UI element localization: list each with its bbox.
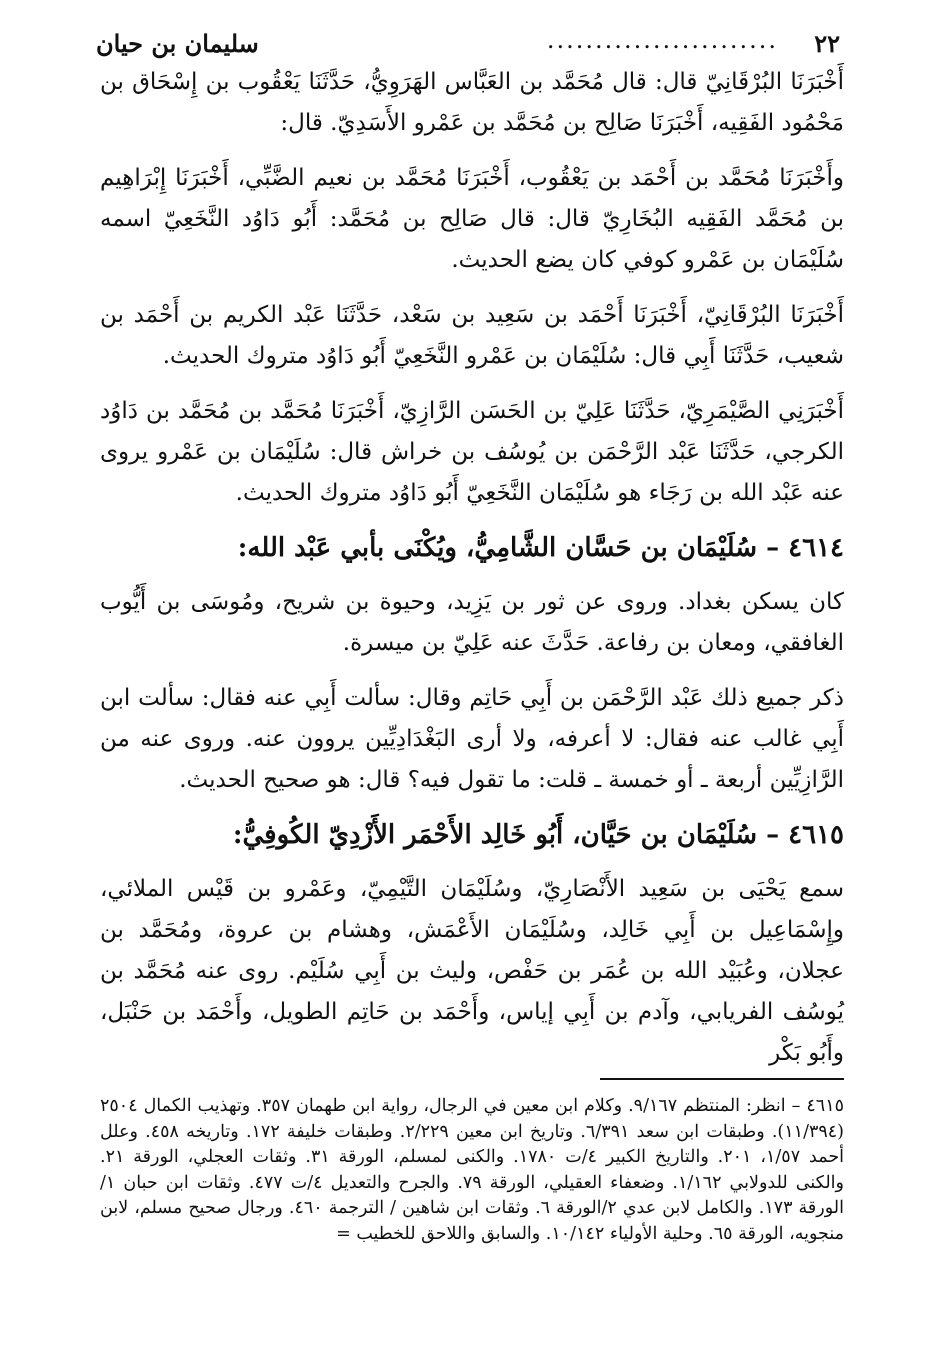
main-text xyxy=(100,62,844,1088)
paragraph-isnad-2: وأَخْبَرَنَا مُحَمَّد بن أَحْمَد بن يَعْقُوب، أَخْبَرَنَا مُحَمَّد بن نعيم الضَّبِّي، أَخْبَرَنَا إِبْرَاهِيم بن مُحَمَّد الفَقِيه البُخَارِيّ قال: قال صَالِح بن مُحَمَّد: أَبُو دَاوُد النَّخَعِيّ اسمه سُلَيْمَان بن عَمْرو كوفي كان يضع الحديث. xyxy=(100,165,844,273)
entry-heading-4615: ٤٦١٥ – سُلَيْمَان بن حَيَّان، أَبُو خَالِد الأَحْمَر الأَزْدِيّ الكُوفِيُّ: xyxy=(232,820,844,850)
page-number: ٢٢ xyxy=(814,29,840,58)
footnote-4615: ٤٦١٥ – انظر: المنتظم ٩/١٦٧. وكلام ابن معين في الرجال، رواية ابن طهمان ٣٥٧. وتهذيب الكمال ٢٥٠٤ (١١/٣٩٤). وطبقات ابن سعد ٦/٣٩١. وتاريخ ابن معين ٢/٢٢٩. وطبقات خليفة ١٧٢. وتاريخه ٤٥٨. وعلل أحمد ١/٥٧، ٢٠١. والتاريخ الكبير ٤/ت ١٧٨٠. والكنى لمسلم، الورقة ٣١. وثقات العجلي، الورقة ٢١. والكنى للدولابي ١/١٦٢. وضعفاء العقيلي، الورقة ٧٩. والجرح والتعديل ٤/ت ٤٧٧. وثقات ابن حبان ١/الورقة ١٧٣. والكامل لابن عدي ٢/الورقة ٦. وثقات ابن شاهين / الترجمة ٤٦٠. ورجال صحيح مسلم، لابن منجويه، الورقة ٦٥. وحلية الأولياء ١٠/١٤٢. والسابق واللاحق للخطيب = xyxy=(100,1096,845,1244)
paragraph-entry-4614-b: ذكر جميع ذلك عَبْد الرَّحْمَن بن أَبِي حَاتِم وقال: سألت أَبِي عنه فقال: سألت ابن أَبِي غالب عنه فقال: لا أعرفه، ولا أرى البَغْدَادِيِّين يروون عنه. وروى عنه من الرَّازِيِّين أربعة ـ أو خمسة ـ قلت: ما تقول فيه؟ قال: هو صحيح الحديث. xyxy=(100,685,844,793)
paragraph-isnad-4: أَخْبَرَنِي الصَّيْمَرِيّ، حَدَّثَنَا عَلِيّ بن الحَسَن الرَّازِيّ، أَخْبَرَنَا مُحَمَّد بن مُحَمَّد بن دَاوُد الكرجي، حَدَّثَنَا عَبْد الرَّحْمَن بن يُوسُف بن خراش قال: سُلَيْمَان بن عَمْرو يروى عنه عَبْد الله بن رَجَاء هو سُلَيْمَان النَّخَعِيّ أَبُو دَاوُد متروك الحديث. xyxy=(100,398,844,506)
footnote-separator xyxy=(600,1078,844,1080)
paragraph-isnad-3: أَخْبَرَنَا البُرْقَانِيّ، أَخْبَرَنَا أَحْمَد بن سَعِيد بن سَعْد، حَدَّثَنَا عَبْد الكريم بن أَحْمَد بن شعيب، حَدَّثَنَا أَبِي قال: سُلَيْمَان بن عَمْرو النَّخَعِيّ أَبُو دَاوُد متروك الحديث. xyxy=(100,302,844,369)
header-dot-leader: ........................ xyxy=(546,26,778,54)
footnotes xyxy=(100,1094,844,1247)
paragraph-entry-4614-a: كان يسكن بغداد. وروى عن ثور بن يَزِيد، وحيوة بن شريح، ومُوسَى بن أَيُّوب الغافقي، ومعان بن رفاعة. حَدَّثَ عنه عَلِيّ بن ميسرة. xyxy=(100,589,844,656)
entry-heading-4614: ٤٦١٤ – سُلَيْمَان بن حَسَّان الشَّامِيُّ، ويُكْنَى بأبي عَبْد الله: xyxy=(237,533,844,563)
page-header xyxy=(96,28,840,60)
paragraph-entry-4615: سمع يَحْيَى بن سَعِيد الأَنْصَارِيّ، وسُلَيْمَان التَّيْمِيّ، وعَمْرو بن قَيْس الملائي، وإِسْمَاعِيل بن أَبِي خَالِد، وسُلَيْمَان الأَعْمَش، وهشام بن عروة، ومُحَمَّد بن عجلان، وعُبَيْد الله بن عُمَر بن حَفْص، وليث بن أَبِي سُلَيْم. روى عنه مُحَمَّد بن يُوسُف الفريابي، وآدم بن أَبِي إياس، وأَحْمَد بن حَاتِم الطويل، وأَحْمَد بن حَنْبَل، وأَبُو بَكْر xyxy=(100,876,844,1066)
running-title: سليمان بن حيان xyxy=(96,29,259,58)
paragraph-isnad-1: أَخْبَرَنَا البُرْقَانِيّ قال: قال مُحَمَّد بن العَبَّاس الهَرَوِيُّ، حَدَّثَنَا يَعْقُوب بن إِسْحَاق بن مَحْمُود الفَقِيه، أَخْبَرَنَا صَالِح بن مُحَمَّد بن عَمْرو الأَسَدِيّ. قال: xyxy=(100,69,844,136)
